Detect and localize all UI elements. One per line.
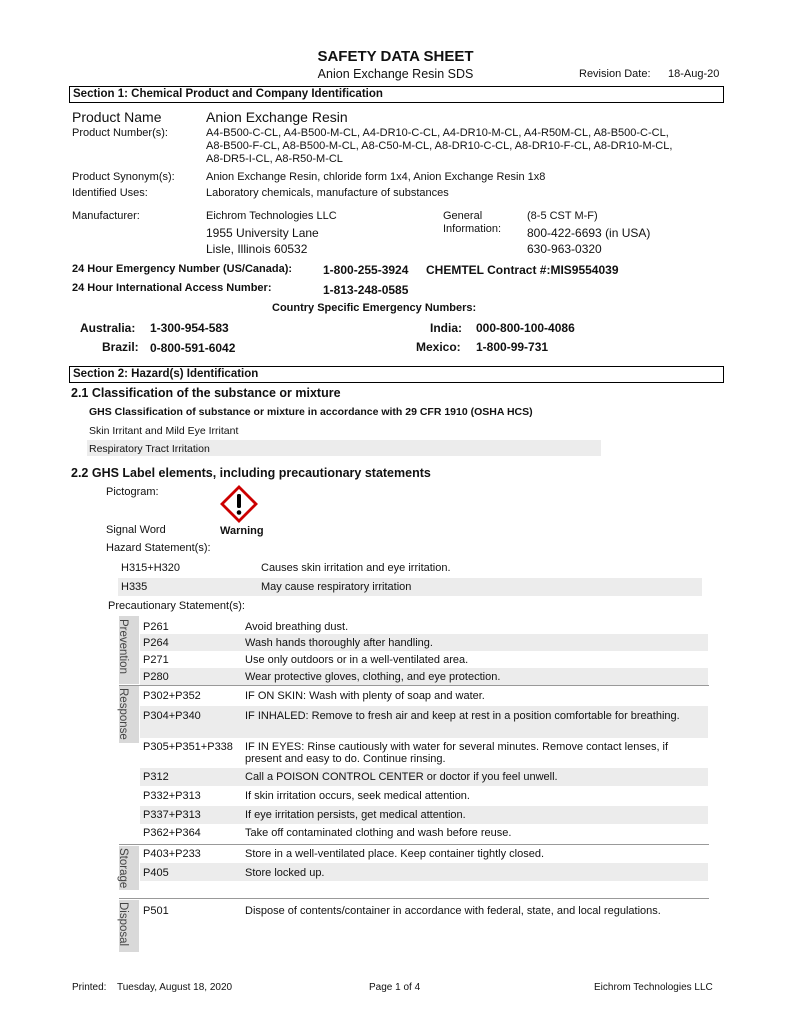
classification-item: Skin Irritant and Mild Eye Irritant xyxy=(89,425,239,437)
product-numbers-line: A8-DR5-I-CL, A8-R50-M-CL xyxy=(206,153,343,165)
brazil-label: Brazil: xyxy=(102,340,139,354)
precaution-text: IF IN EYES: Rinse cautiously with water for several minutes. Remove contact lenses, if present and easy to do. Continue rinsing. xyxy=(245,741,669,765)
india-number: 000-800-100-4086 xyxy=(476,321,575,335)
signal-word: Warning xyxy=(220,525,264,537)
general-info-label: General xyxy=(443,210,483,222)
intl-access-number: 1-813-248-0585 xyxy=(323,283,409,297)
section2-heading: Section 2: Hazard(s) Identification xyxy=(69,366,724,383)
classification-item: Respiratory Tract Irritation xyxy=(89,443,210,455)
australia-number: 1-300-954-583 xyxy=(150,321,229,335)
precaution-code: P362+P364 xyxy=(143,827,201,839)
document-title: SAFETY DATA SHEET xyxy=(317,48,474,65)
precaution-code: P337+P313 xyxy=(143,809,201,821)
revision-date: 18-Aug-20 xyxy=(668,68,720,80)
hazard-code: H315+H320 xyxy=(121,562,181,574)
precaution-code: P305+P351+P338 xyxy=(143,741,233,753)
precaution-text: If skin irritation occurs, seek medical attention. xyxy=(245,790,470,802)
footer-company: Eichrom Technologies LLC xyxy=(594,982,713,993)
precaution-text: Take off contaminated clothing and wash before reuse. xyxy=(245,827,512,839)
precaution-text: IF INHALED: Remove to fresh air and keep at rest in a position comfortable for breathing. xyxy=(245,710,680,722)
mexico-label: Mexico: xyxy=(416,340,461,354)
general-info-phone: 630-963-0320 xyxy=(527,242,602,256)
storage-group-label: Storage xyxy=(117,848,129,889)
precaution-code: P405 xyxy=(143,867,169,879)
response-group-label: Response xyxy=(117,688,129,740)
emergency-label: 24 Hour Emergency Number (US/Canada): xyxy=(72,263,293,275)
synonyms-label: Product Synonym(s): xyxy=(72,171,175,183)
subsection-2-1: 2.1 Classification of the substance or mixture xyxy=(71,386,341,400)
product-numbers-label: Product Number(s): xyxy=(72,127,168,139)
page-number: Page 1 of 4 xyxy=(369,982,421,993)
hazard-statements-label: Hazard Statement(s): xyxy=(106,542,211,554)
precaution-text: Wear protective gloves, clothing, and eye protection. xyxy=(245,671,501,683)
precaution-code: P403+P233 xyxy=(143,848,201,860)
synonyms: Anion Exchange Resin, chloride form 1x4, Anion Exchange Resin 1x8 xyxy=(206,171,546,183)
precaution-code: P271 xyxy=(143,654,169,666)
manufacturer-name: Eichrom Technologies LLC xyxy=(206,210,337,222)
precaution-code: P501 xyxy=(143,905,169,917)
product-numbers-line: A8-B500-F-CL, A8-B500-M-CL, A8-C50-M-CL, A8-DR10-C-CL, A8-DR10-F-CL, A8-DR10-M-CL, xyxy=(206,140,673,152)
precaution-code: P304+P340 xyxy=(143,710,201,722)
disposal-group-label: Disposal xyxy=(117,902,129,947)
chemtel-contract: CHEMTEL Contract #:MIS9554039 xyxy=(426,263,619,277)
manufacturer-city: Lisle, Illinois 60532 xyxy=(206,242,308,256)
precaution-text: Store in a well-ventilated place. Keep container tightly closed. xyxy=(245,848,545,860)
general-info-hours: (8-5 CST M-F) xyxy=(527,210,598,222)
exclamation-mark-diamond-icon xyxy=(220,485,258,528)
document-subtitle: Anion Exchange Resin SDS xyxy=(317,67,474,81)
precaution-code: P312 xyxy=(143,771,169,783)
precaution-code: P302+P352 xyxy=(143,690,201,702)
pictogram-label: Pictogram: xyxy=(106,486,159,498)
product-numbers-line: A4-B500-C-CL, A4-B500-M-CL, A4-DR10-C-CL, A4-DR10-M-CL, A4-R50M-CL, A8-B500-C-CL, xyxy=(206,127,669,139)
precaution-text: Avoid breathing dust. xyxy=(245,621,349,633)
subsection-2-2: 2.2 GHS Label elements, including precautionary statements xyxy=(71,466,431,480)
uses: Laboratory chemicals, manufacture of substances xyxy=(206,187,449,199)
precaution-text: Store locked up. xyxy=(245,867,325,879)
precautionary-statements-label: Precautionary Statement(s): xyxy=(108,600,245,612)
signal-word-label: Signal Word xyxy=(106,524,166,536)
country-numbers-heading: Country Specific Emergency Numbers: xyxy=(272,302,477,314)
mexico-number: 1-800-99-731 xyxy=(476,340,549,354)
precaution-text: Call a POISON CONTROL CENTER or doctor if you feel unwell. xyxy=(245,771,558,783)
manufacturer-label: Manufacturer: xyxy=(72,210,140,222)
hazard-code: H335 xyxy=(121,581,148,593)
india-label: India: xyxy=(430,321,462,335)
precaution-code: P261 xyxy=(143,621,169,633)
uses-label: Identified Uses: xyxy=(72,187,148,199)
precaution-text: If eye irritation persists, get medical attention. xyxy=(245,809,466,821)
intl-access-label: 24 Hour International Access Number: xyxy=(72,282,272,294)
product-name: Anion Exchange Resin xyxy=(206,109,348,125)
brazil-number: 0-800-591-6042 xyxy=(150,341,236,355)
precaution-text: IF ON SKIN: Wash with plenty of soap and water. xyxy=(245,690,485,702)
precaution-code: P264 xyxy=(143,637,169,649)
precaution-text: Use only outdoors or in a well-ventilated area. xyxy=(245,654,469,666)
precaution-code: P332+P313 xyxy=(143,790,201,802)
emergency-number: 1-800-255-3924 xyxy=(323,263,409,277)
australia-label: Australia: xyxy=(80,321,136,335)
printed-date: Tuesday, August 18, 2020 xyxy=(117,982,233,993)
section1-heading: Section 1: Chemical Product and Company Identification xyxy=(69,86,724,103)
precaution-code: P280 xyxy=(143,671,169,683)
printed-label: Printed: xyxy=(72,982,107,993)
revision-date-label: Revision Date: xyxy=(579,68,651,80)
manufacturer-address: 1955 University Lane xyxy=(206,226,319,240)
hazard-text: Causes skin irritation and eye irritation. xyxy=(261,562,451,574)
general-info-label: Information: xyxy=(443,223,502,235)
precaution-text: Wash hands thoroughly after handling. xyxy=(245,637,433,649)
precaution-text: Dispose of contents/container in accordance with federal, state, and local regulations. xyxy=(245,905,661,917)
hazard-text: May cause respiratory irritation xyxy=(261,581,412,593)
prevention-group-label: Prevention xyxy=(117,619,129,674)
general-info-phone: 800-422-6693 (in USA) xyxy=(527,226,651,240)
product-name-label: Product Name xyxy=(72,109,162,125)
ghs-classification-heading: GHS Classification of substance or mixture in accordance with 29 CFR 1910 (OSHA HCS) xyxy=(89,406,533,418)
